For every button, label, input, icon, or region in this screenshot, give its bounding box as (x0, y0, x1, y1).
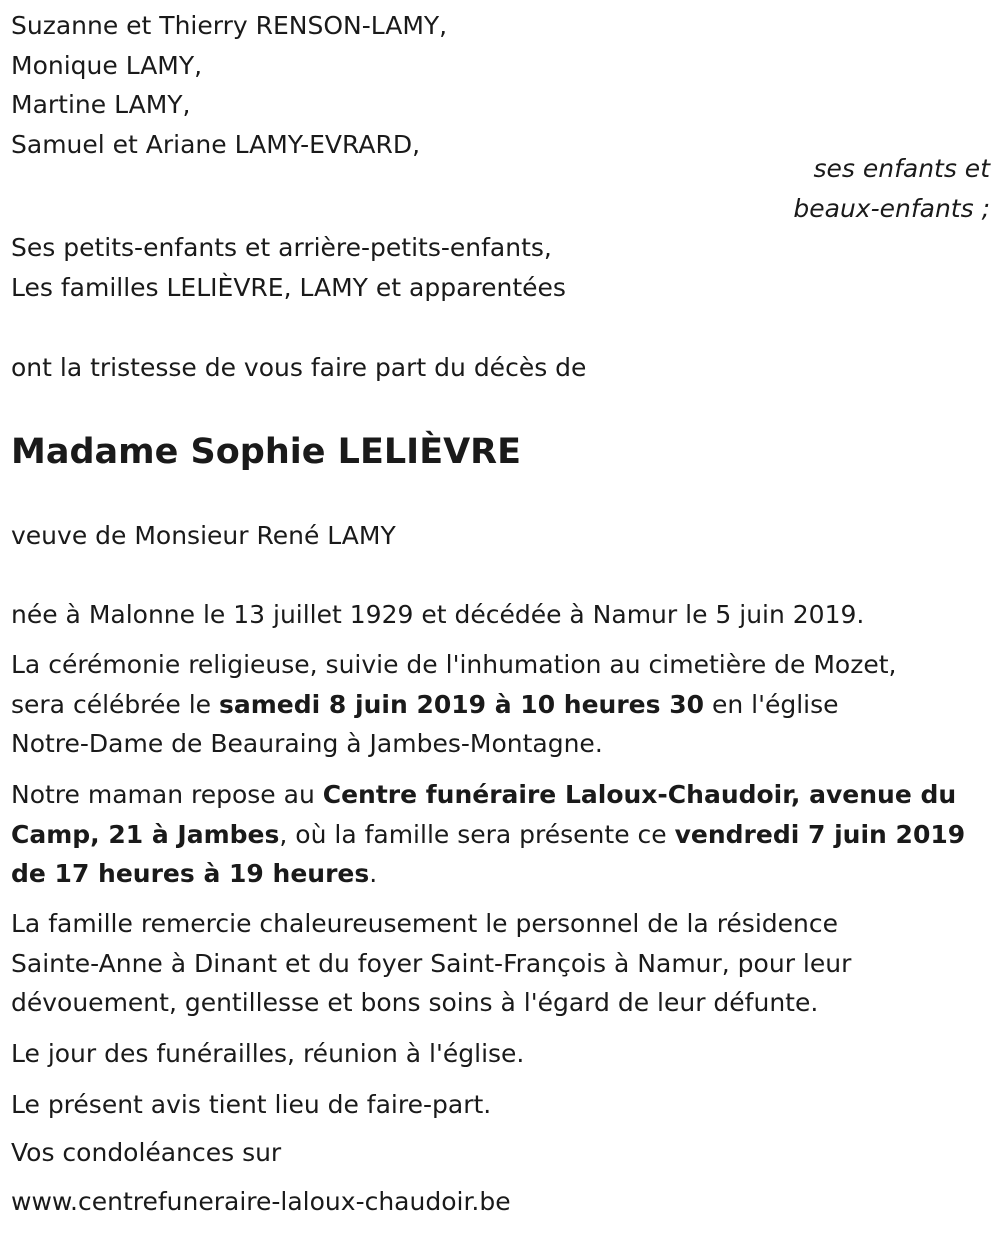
family-role-line: ses enfants et (813, 154, 990, 183)
family-line: Suzanne et Thierry RENSON-LAMY, (11, 11, 448, 40)
ceremony-line: sera célébrée le samedi 8 juin 2019 à 10 heures 30 en l'église (11, 690, 839, 719)
widow-of-line: veuve de Monsieur René LAMY (11, 521, 396, 550)
funeral-center-address: Centre funéraire Laloux-Chaudoir, avenue du (322, 780, 957, 809)
ceremony-datetime: samedi 8 juin 2019 à 10 heures 30 (218, 690, 705, 719)
repose-line: de 17 heures à 19 heures. (11, 859, 378, 888)
repose-line: Camp, 21 à Jambes, où la famille sera présente ce vendredi 7 juin 2019 (11, 820, 966, 849)
thanks-line: Sainte-Anne à Dinant et du foyer Saint-François à Namur, pour leur (11, 949, 852, 978)
ceremony-line: Notre-Dame de Beauraing à Jambes-Montagne. (11, 729, 603, 758)
repose-line: Notre maman repose au Centre funéraire Laloux-Chaudoir, avenue du (11, 780, 957, 809)
thanks-line: dévouement, gentillesse et bons soins à l'égard de leur défunte. (11, 988, 819, 1017)
thanks-line: La famille remercie chaleureusement le personnel de la résidence (11, 909, 838, 938)
condolences-label: Vos condoléances sur (11, 1138, 282, 1167)
visitation-hours: de 17 heures à 19 heures (11, 859, 370, 888)
announcement-line: ont la tristesse de vous faire part du décès de (11, 353, 587, 382)
family-role-line: beaux-enfants ; (793, 194, 990, 223)
condolences-url[interactable]: www.centrefuneraire-laloux-chaudoir.be (11, 1187, 511, 1216)
notice-line: Le présent avis tient lieu de faire-part. (11, 1090, 492, 1119)
ceremony-line: La cérémonie religieuse, suivie de l'inhumation au cimetière de Mozet, (11, 650, 897, 679)
families-line: Les familles LELIÈVRE, LAMY et apparentées (11, 273, 566, 302)
birth-death-line: née à Malonne le 13 juillet 1929 et décédée à Namur le 5 juin 2019. (11, 600, 865, 629)
funeral-meeting-line: Le jour des funérailles, réunion à l'église. (11, 1039, 525, 1068)
grandchildren-line: Ses petits-enfants et arrière-petits-enfants, (11, 233, 552, 262)
family-line: Monique LAMY, (11, 51, 203, 80)
family-line: Samuel et Ariane LAMY-EVRARD, (11, 130, 421, 159)
family-line: Martine LAMY, (11, 90, 191, 119)
deceased-name: Madame Sophie LELIÈVRE (11, 432, 522, 472)
visitation-date: vendredi 7 juin 2019 (674, 820, 966, 849)
